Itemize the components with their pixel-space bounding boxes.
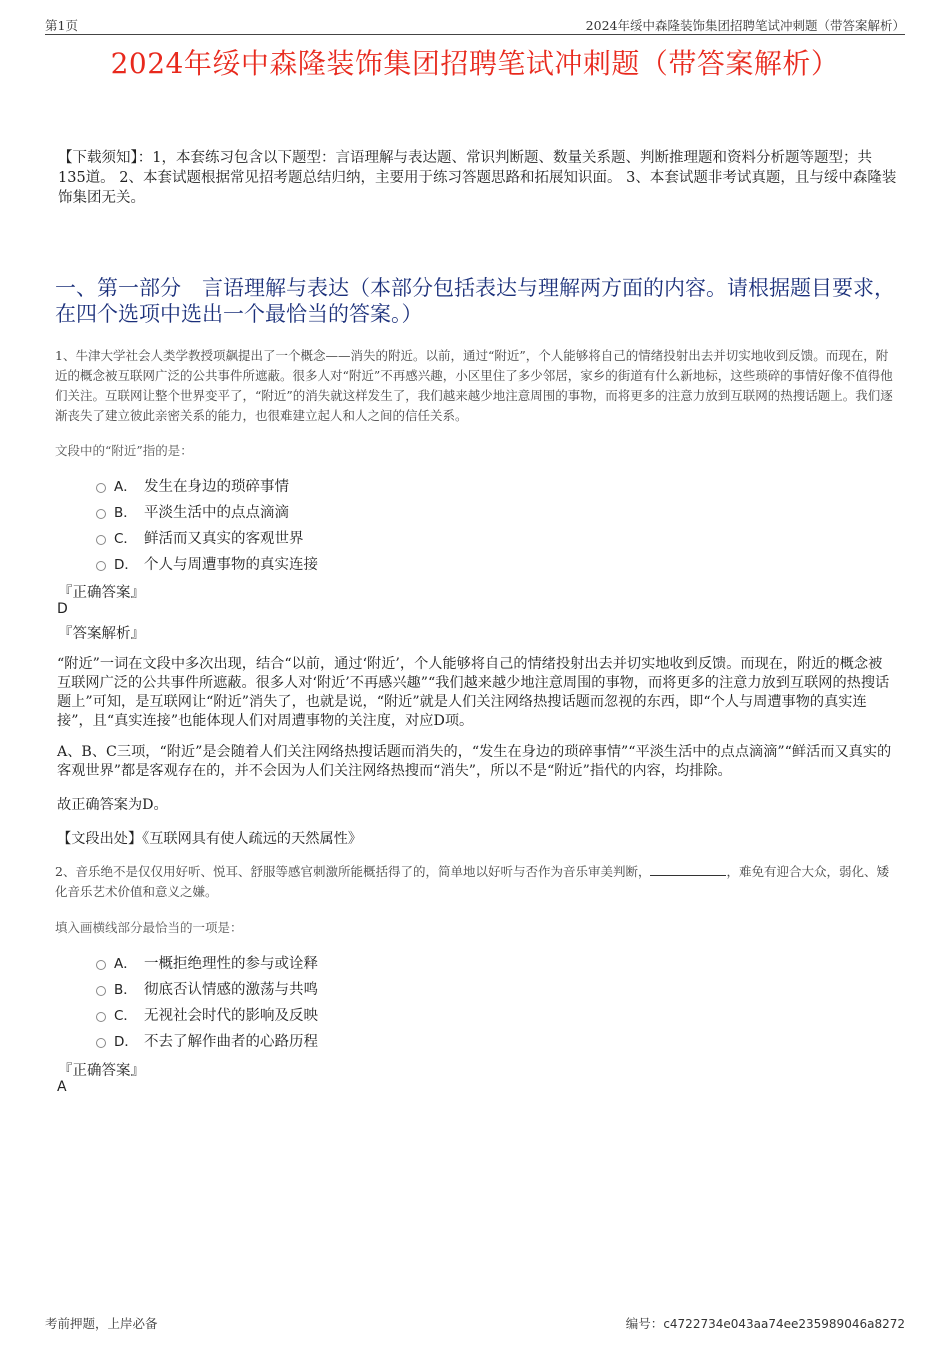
option-a[interactable]: A． 一概拒绝理性的参与或诠释 <box>96 949 318 975</box>
option-c[interactable]: C． 无视社会时代的影响及反映 <box>96 1001 318 1027</box>
option-c[interactable]: C． 鲜活而又真实的客观世界 <box>96 524 318 550</box>
option-b[interactable]: B． 彻底否认情感的激荡与共鸣 <box>96 975 318 1001</box>
question-1-options <box>96 472 318 576</box>
question-2-options <box>96 949 318 1053</box>
document-title: 2024年绥中森隆装饰集团招聘笔试冲刺题（带答案解析） <box>110 47 840 80</box>
radio-icon[interactable] <box>96 509 106 519</box>
option-d[interactable]: D． 个人与周遭事物的真实连接 <box>96 550 318 576</box>
radio-icon[interactable] <box>96 535 106 545</box>
page-number: 第1页 <box>45 18 78 33</box>
option-b[interactable]: B． 平淡生活中的点点滴滴 <box>96 498 318 524</box>
question-2-prompt: 填入画横线部分最恰当的一项是： <box>55 920 243 935</box>
analysis-label: 『答案解析』 <box>58 626 145 642</box>
answer-label: 『正确答案』 <box>58 1063 145 1079</box>
correct-answer: D <box>57 601 68 617</box>
footer-slogan: 考前押题，上岸必备 <box>45 1316 158 1331</box>
radio-icon[interactable] <box>96 1038 106 1048</box>
text-source: 【文段出处】《互联网具有使人疏远的天然属性》 <box>57 831 363 847</box>
question-2-stem: 2、音乐绝不是仅仅用好听、悦耳、舒服等感官刺激所能概括得了的，简单地以好听与否作为音乐审美判断， ，难免有迎合大众，弱化、矮化音乐艺术价值和意义之嫌。 <box>55 864 889 899</box>
analysis-paragraph: “附近”一词在文段中多次出现，结合“以前，通过‘附近’，个人能够将自己的情绪投射出去并切实地收到反馈。而现在，附近的概念被互联网广泛的公共事件所遮蔽。很多人对‘附近’不再感兴趣”“我们越来越少地注意周围的事物，而将更多的注意力放到互联网的热搜话题上”可知，是互联网让“附近”消失了，也就是说，“附近”就是人们关注网络热搜话题而忽视的东西，即“个人与周遭事物的真实连接”，且“真实连接”也能体现人们对周遭事物的关注度，对应D项。 <box>57 656 890 729</box>
answer-label: 『正确答案』 <box>58 585 145 601</box>
header-doc-title: 2024年绥中森隆装饰集团招聘笔试冲刺题（带答案解析） <box>585 18 905 33</box>
analysis-paragraph: A、B、C三项，“附近”是会随着人们关注网络热搜话题而消失的，“发生在身边的琐碎事情”“平淡生活中的点点滴滴”“鲜活而又真实的客观世界”都是客观存在的，并不会因为人们关注网络热搜而“消失”，所以不是“附近”指代的内容，均排除。 <box>57 744 892 779</box>
section-title: 一、第一部分 言语理解与表达（本部分包括表达与理解两方面的内容。请根据题目要求，在四个选项中选出一个最恰当的答案。） <box>55 276 895 326</box>
radio-icon[interactable] <box>96 483 106 493</box>
radio-icon[interactable] <box>96 1012 106 1022</box>
question-1-stem: 1、牛津大学社会人类学教授项飙提出了一个概念——消失的附近。以前，通过“附近”，个人能够将自己的情绪投射出去并切实地收到反馈。而现在，附近的概念被互联网广泛的公共事件所遮蔽。很多人对“附近”不再感兴趣，小区里住了多少邻居，家乡的街道有什么新地标，这些琐碎的事情好像不值得他们关注。互联网让整个世界变平了，“附近”的消失就这样发生了，我们越来越少地注意周围的事物，而将更多的注意力放到互联网的热搜话题上。我们逐渐丧失了建立彼此亲密关系的能力，也很难建立起人和人之间的信任关系。 <box>55 348 893 423</box>
correct-answer: A <box>57 1079 67 1095</box>
download-notice: 【下载须知】：1，本套练习包含以下题型：言语理解与表达题、常识判断题、数量关系题、判断推理题和资料分析题等题型；共135道。 2、本套试题根据常见招考题总结归纳，主要用于练习答题思路和拓展知识面。 3、本套试题非考试真题，且与绥中森隆装饰集团无关。 <box>58 150 897 206</box>
option-a[interactable]: A． 发生在身边的琐碎事情 <box>96 472 318 498</box>
fill-blank <box>650 863 726 876</box>
analysis-conclusion: 故正确答案为D。 <box>57 797 168 813</box>
question-1-prompt: 文段中的“附近”指的是： <box>55 443 193 458</box>
radio-icon[interactable] <box>96 986 106 996</box>
option-d[interactable]: D． 不去了解作曲者的心路历程 <box>96 1027 318 1053</box>
page-header <box>45 14 905 35</box>
radio-icon[interactable] <box>96 960 106 970</box>
document-code: 编号：c4722734e043aa74ee235989046a8272 <box>625 1316 905 1331</box>
radio-icon[interactable] <box>96 561 106 571</box>
